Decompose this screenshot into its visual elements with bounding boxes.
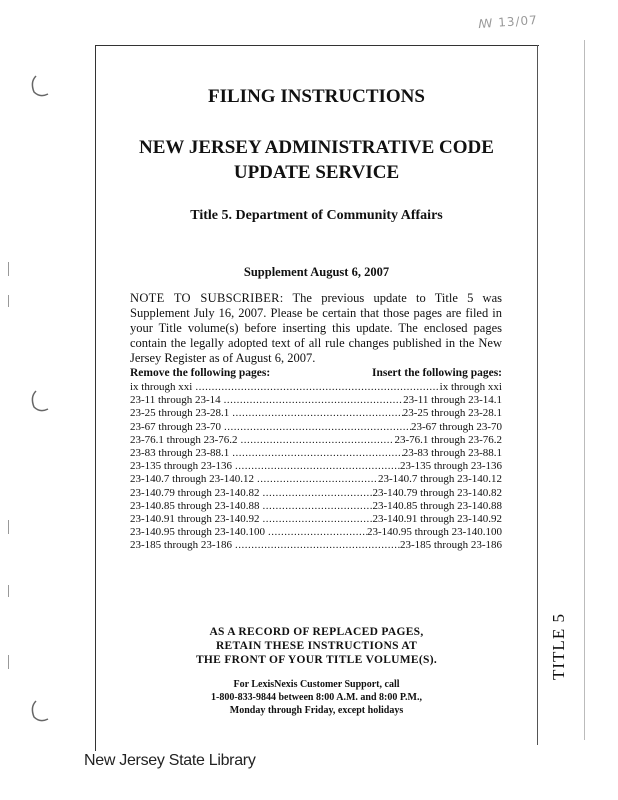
record-notice-line1: AS A RECORD OF REPLACED PAGES,: [209, 626, 424, 638]
remove-cell: 23-83 through 23-88.1: [130, 446, 230, 459]
table-row: [130, 434, 502, 447]
remove-cell: 23-140.91 through 23-140.92: [130, 512, 260, 525]
insert-cell: 23-140.91 through 23-140.92: [372, 512, 502, 525]
insert-cell: 23-140.79 through 23-140.82: [372, 486, 502, 499]
record-notice-line3: THE FRONT OF YOUR TITLE VOLUME(S).: [195, 654, 438, 666]
dot-leader: [260, 500, 373, 513]
note-body: The previous update to Title 5 was Supplement July 16, 2007. Please be certain that those pages are filed in your Title volume(s) before inserting this update. The enclosed pages contain the legally adopted text of all rule changes published in the New Jersey Register as of August 6, 2007.: [130, 291, 502, 365]
table-row: [130, 513, 502, 526]
dot-leader: [232, 460, 400, 473]
remove-cell: 23-67 through 23-70: [130, 420, 222, 433]
table-row: [130, 394, 502, 407]
remove-cell: 23-135 through 23-136: [130, 460, 233, 473]
handwritten-mark: ꟿ 13/07: [477, 12, 539, 32]
dot-leader: [254, 473, 378, 486]
insert-cell: 23-67 through 23-70: [410, 420, 502, 433]
table-header: [130, 367, 502, 379]
table-row: [130, 421, 502, 434]
support-hours: Monday through Friday, except holidays: [229, 705, 404, 716]
dot-leader: [232, 539, 400, 552]
insert-cell: 23-76.1 through 23-76.2: [394, 433, 502, 446]
remove-cell: 23-11 through 23-14: [130, 394, 221, 407]
remove-cell: ix through xxi: [130, 381, 193, 393]
dot-leader: [221, 394, 403, 407]
scan-edge-mark: [8, 295, 9, 307]
dot-leader: [260, 513, 373, 526]
scan-edge-mark: [8, 585, 9, 597]
tab-edge-rule: [584, 40, 585, 740]
table-row: [130, 500, 502, 513]
scan-edge-mark: [8, 520, 9, 534]
insert-cell: 23-140.85 through 23-140.88: [372, 499, 502, 512]
title-tab-label: TITLE 5: [549, 613, 568, 681]
dot-leader: [229, 447, 402, 460]
punch-hole-icon: [26, 70, 56, 100]
dot-leader: [192, 381, 439, 394]
insert-cell: 23-11 through 23-14.1: [403, 394, 502, 407]
insert-cell: 23-135 through 23-136: [399, 460, 502, 473]
dot-leader: [238, 434, 395, 447]
remove-cell: 23-140.85 through 23-140.88: [130, 499, 260, 512]
table-row: [130, 447, 502, 460]
insert-cell: 23-83 through 23-88.1: [402, 446, 502, 459]
punch-hole-icon: [26, 385, 56, 415]
subscriber-note: [130, 291, 502, 366]
note-lead: NOTE TO SUBSCRIBER:: [130, 291, 284, 305]
table-row: [130, 539, 502, 552]
table-row: [130, 460, 502, 473]
insert-header: Insert the following pages:: [371, 367, 502, 379]
record-notice-line2: RETAIN THESE INSTRUCTIONS AT: [215, 640, 418, 652]
dot-leader: [229, 407, 402, 420]
remove-cell: 23-76.1 through 23-76.2: [130, 433, 238, 446]
table-row: [130, 407, 502, 420]
insert-cell: 23-140.95 through 23-140.100: [366, 526, 502, 539]
remove-cell: 23-140.7 through 23-140.12: [130, 473, 255, 486]
remove-cell: 23-140.95 through 23-140.100: [130, 526, 266, 539]
table-row: [130, 473, 502, 486]
scan-edge-mark: [8, 262, 9, 276]
punch-hole-icon: [26, 695, 56, 725]
table-row: [130, 487, 502, 500]
table-row: [130, 526, 502, 539]
insert-cell: 23-140.7 through 23-140.12: [377, 473, 502, 486]
remove-cell: 23-140.79 through 23-140.82: [130, 486, 260, 499]
page-title: FILING INSTRUCTIONS: [208, 86, 425, 107]
dot-leader: [265, 526, 367, 539]
support-line1: For LexisNexis Customer Support, call: [233, 679, 400, 690]
support-phone: 1-800-833-9844 between 8:00 A.M. and 8:00 P.M.,: [210, 692, 422, 703]
remove-cell: 23-25 through 23-28.1: [130, 407, 230, 420]
insert-cell: 23-25 through 23-28.1: [402, 407, 502, 420]
title-subtitle: Title 5. Department of Community Affairs: [190, 208, 443, 223]
remove-header: Remove the following pages:: [130, 367, 271, 379]
scan-edge-mark: [8, 655, 9, 669]
dot-leader: [260, 487, 373, 500]
supplement-date: Supplement August 6, 2007: [243, 265, 390, 279]
page-replacement-list: [130, 381, 502, 552]
remove-cell: 23-185 through 23-186: [130, 539, 233, 552]
code-title-line2: UPDATE SERVICE: [233, 162, 400, 183]
code-title-line1: NEW JERSEY ADMINISTRATIVE CODE: [139, 137, 494, 158]
insert-cell: ix through xxi: [439, 381, 502, 393]
table-row: [130, 381, 502, 394]
dot-leader: [221, 421, 411, 434]
library-stamp: New Jersey State Library: [84, 752, 256, 769]
insert-cell: 23-185 through 23-186: [399, 539, 502, 552]
